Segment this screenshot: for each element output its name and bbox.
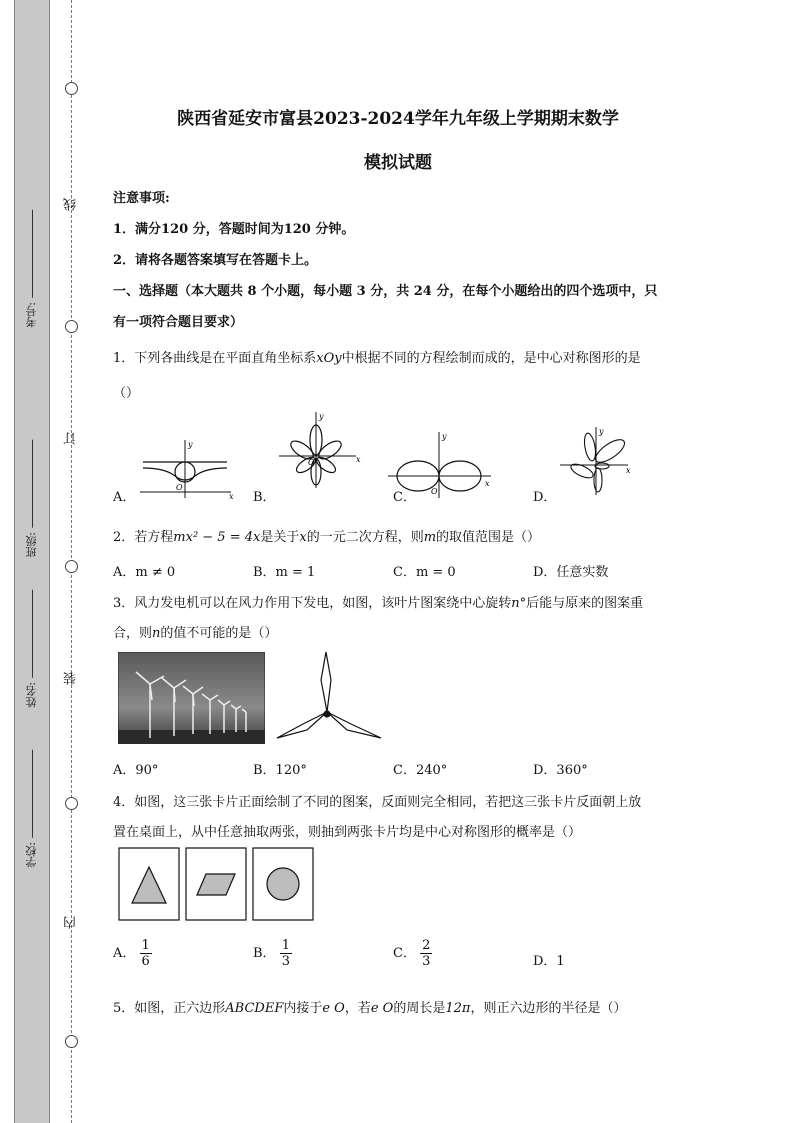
page-subtitle: 模拟试题 [364, 153, 432, 173]
option-d[interactable]: D．360° [533, 763, 588, 778]
school-field[interactable] [24, 750, 40, 868]
svg-text:x: x [229, 492, 234, 500]
binding-hole [65, 560, 78, 573]
option-d[interactable]: D． [533, 490, 557, 505]
option-c[interactable]: C． [393, 490, 416, 505]
field-label: 考号: [25, 302, 38, 328]
field-label: 学校: [25, 842, 38, 868]
graph-a [135, 438, 235, 500]
option-c[interactable]: C．m = 0 [393, 565, 456, 580]
three-cards [118, 847, 318, 923]
cut-mark: 装 [64, 672, 79, 685]
svg-text:y: y [319, 412, 324, 421]
notes-heading: 注意事项: [113, 191, 170, 206]
q1-options [113, 410, 683, 505]
option-c[interactable]: C． $\frac{2}{3}$ [393, 938, 431, 969]
question-4: 4．如图，这三张卡片正面绘制了不同的图案，反面则完全相同，若把这三张卡片反面朝上放 [113, 795, 642, 810]
note-item: 2．请将各题答案填写在答题卡上。 [113, 253, 318, 268]
graph-d [558, 425, 633, 497]
binding-hole [65, 1035, 78, 1048]
question-3-cont: 合，则n的值不可能的是（） [113, 626, 278, 641]
option-a[interactable]: A． $\frac{1}{6}$ [113, 938, 150, 969]
graph-b [276, 410, 366, 490]
option-d[interactable]: D．1 [533, 954, 565, 969]
option-a[interactable]: A．90° [113, 763, 159, 778]
svg-text:x: x [485, 479, 490, 488]
binding-hole [65, 320, 78, 333]
svg-text:x: x [626, 466, 631, 475]
option-b[interactable]: B．120° [253, 763, 307, 778]
svg-text:O: O [176, 483, 183, 492]
name-field[interactable] [24, 590, 40, 708]
cut-mark: 内 [64, 916, 79, 929]
question-4-cont: 置在桌面上，从中任意抽取两张，则抽到两张卡片均是中心对称图形的概率是（） [113, 825, 582, 840]
question-3: 3．风力发电机可以在风力作用下发电，如图，该叶片图案绕中心旋转n°后能与原来的图案重 [113, 596, 644, 611]
graph-c [385, 430, 495, 500]
field-label: 姓名: [25, 682, 38, 708]
question-1-paren: （） [113, 386, 140, 401]
svg-text:O: O [308, 458, 315, 467]
q4-options [113, 938, 683, 980]
exam-number-field[interactable] [24, 210, 40, 328]
svg-text:y: y [442, 432, 447, 441]
section-heading-cont: 有一项符合题目要求） [113, 315, 244, 330]
option-d[interactable]: D．任意实数 [533, 565, 609, 580]
option-a[interactable]: A． [113, 490, 136, 505]
note-item: 1．满分120 分，答题时间为120 分钟。 [113, 222, 355, 237]
section-heading: 一、选择题（本大题共 8 个小题，每小题 3 分，共 24 分，在每个小题给出的四个选项中，只 [113, 284, 658, 299]
svg-text:x: x [356, 455, 361, 464]
option-a[interactable]: A．m ≠ 0 [113, 565, 176, 580]
binding-strip [14, 0, 50, 1123]
turbine-blade-diagram [273, 650, 385, 744]
option-b[interactable]: B． [253, 490, 276, 505]
question-2: 2．若方程mx² − 5 = 4x是关于x的一元二次方程，则m的取值范围是（） [113, 530, 541, 545]
binding-hole [65, 82, 78, 95]
svg-text:y: y [599, 427, 604, 436]
field-label: 班级: [25, 532, 38, 558]
page-title: 陕西省延安市富县2023-2024学年九年级上学期期末数学 [177, 109, 619, 129]
option-b[interactable]: B．m = 1 [253, 565, 316, 580]
option-b[interactable]: B． $\frac{1}{3}$ [253, 938, 290, 969]
class-field[interactable] [24, 440, 40, 558]
svg-text:y: y [188, 440, 193, 449]
cut-mark: 订 [64, 432, 79, 445]
binding-hole [65, 797, 78, 810]
option-c[interactable]: C．240° [393, 763, 448, 778]
cut-mark: 线 [64, 198, 79, 211]
svg-text:O: O [431, 487, 438, 496]
question-1: 1．下列各曲线是在平面直角坐标系xOy中根据不同的方程绘制而成的，是中心对称图形的是 [113, 351, 641, 366]
question-5: 5．如图，正六边形ABCDEF内接于e O，若e O的周长是12π，则正六边形的半径是（） [113, 1001, 627, 1016]
wind-farm-photo [118, 652, 265, 744]
